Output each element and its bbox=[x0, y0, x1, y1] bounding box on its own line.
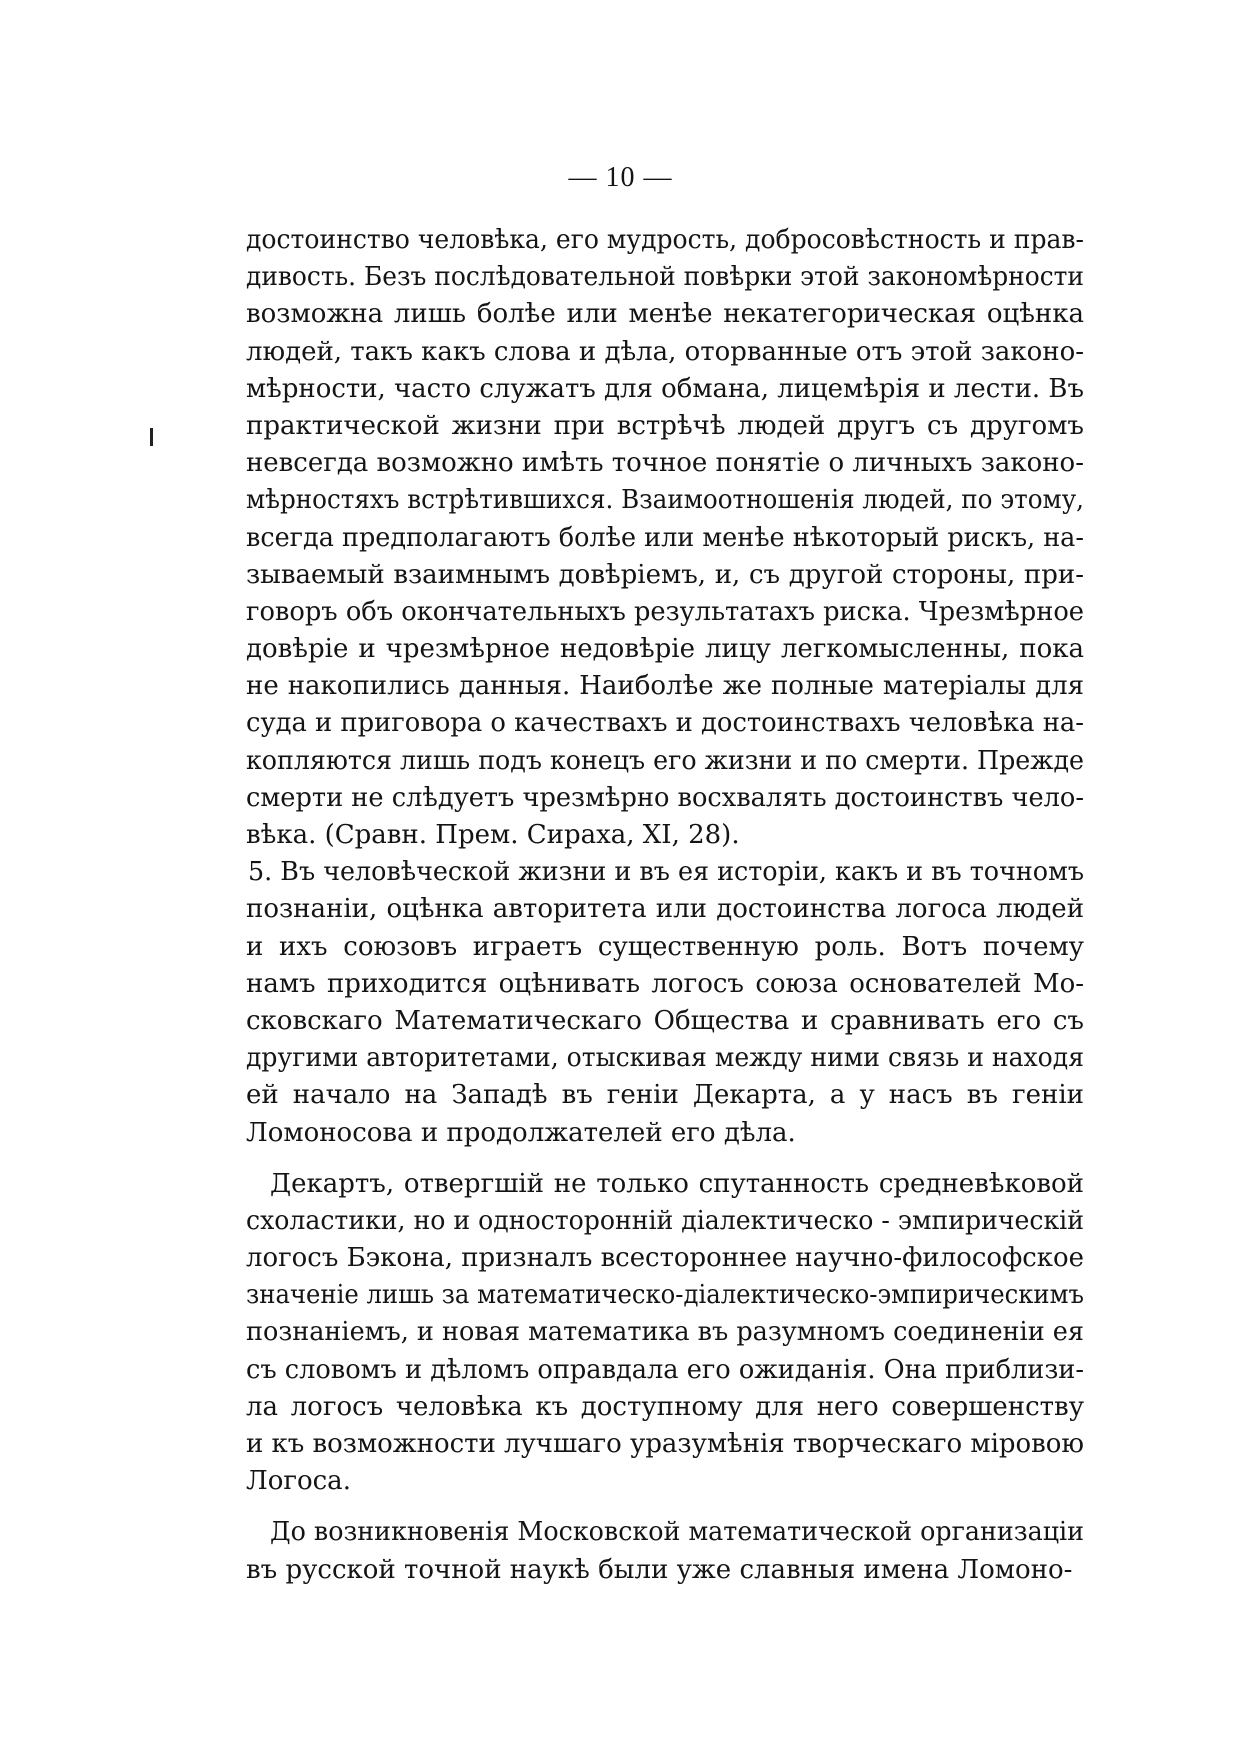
text-line: До возникновенія Московской математической организаціи bbox=[270, 1517, 1084, 1548]
page-number: — 10 — bbox=[568, 162, 673, 193]
text-line: схоластики, но и односторонній діалектическо - эмпирическій bbox=[246, 1205, 1084, 1236]
text-line: мѣрности, часто служатъ для обмана, лицемѣрія и лести. Въ bbox=[246, 373, 1084, 404]
text-line: познаніи, оцѣнка авторитета или достоинства логоса людей bbox=[246, 894, 1084, 925]
paragraph-1 bbox=[246, 222, 1084, 854]
text-line: Декартъ, отвергшій не только спутанность средневѣковой bbox=[270, 1168, 1084, 1199]
text-line: намъ приходится оцѣнивать логосъ союза основателей Мо- bbox=[246, 968, 1084, 999]
text-line: съ словомъ и дѣломъ оправдала его ожиданія. Она приблизи- bbox=[246, 1354, 1084, 1385]
text-line: и къ возможности лучшаго уразумѣнія творческаго міровою bbox=[246, 1429, 1084, 1459]
text-line: Ломоносова и продолжателей его дѣла. bbox=[246, 1117, 796, 1148]
text-line: сковскаго Математическаго Общества и сравнивать его съ bbox=[246, 1005, 1084, 1036]
paragraph-2 bbox=[246, 854, 1084, 1152]
text-line: ла логосъ человѣка къ доступному для него совершенству bbox=[246, 1391, 1084, 1422]
paragraph-gap bbox=[246, 1152, 1084, 1166]
text-line: ей начало на Западѣ въ геніи Декарта, а у насъ въ геніи bbox=[246, 1080, 1084, 1111]
text-line: довѣріе и чрезмѣрное недовѣріе лицу легкомысленны, пока bbox=[246, 634, 1084, 665]
text-line: говоръ объ окончательныхъ результатахъ риска. Чрезмѣрное bbox=[246, 596, 1084, 627]
text-line: Логоса. bbox=[246, 1466, 351, 1497]
text-line: и ихъ союзовъ играетъ существенную роль. Вотъ почему bbox=[246, 931, 1084, 962]
text-line: другими авторитетами, отыскивая между ними связь и находя bbox=[246, 1043, 1084, 1074]
text-line: мѣрностяхъ встрѣтившихся. Взаимоотношенія людей, по этому, bbox=[246, 485, 1084, 516]
paragraph-4 bbox=[246, 1514, 1084, 1588]
margin-mark bbox=[150, 428, 153, 446]
text-line: практической жизни при встрѣчѣ людей другъ съ другомъ bbox=[246, 410, 1084, 441]
text-line: копляются лишь подъ конецъ его жизни и по смерти. Прежде bbox=[246, 745, 1084, 776]
text-line: невсегда возможно имѣть точное понятіе о личныхъ законо- bbox=[246, 448, 1084, 479]
text-line: познаніемъ, и новая математика въ разумномъ соединеніи ея bbox=[246, 1317, 1084, 1348]
text-line: логосъ Бэкона, призналъ всестороннее научно-философское bbox=[246, 1243, 1084, 1274]
text-line: возможна лишь болѣе или менѣе некатегорическая оцѣнка bbox=[246, 299, 1084, 330]
text-line: людей, такъ какъ слова и дѣла, оторванные отъ этой законо- bbox=[246, 336, 1084, 367]
text-line: зываемый взаимнымъ довѣріемъ, и, съ другой стороны, при- bbox=[246, 559, 1084, 590]
body-text bbox=[246, 222, 1084, 1589]
text-line: не накопились данныя. Наиболѣе же полные матеріалы для bbox=[246, 671, 1084, 702]
text-line: суда и приговора о качествахъ и достоинствахъ человѣка на- bbox=[246, 708, 1084, 739]
text-line: 5. Въ человѣческой жизни и въ ея исторіи, какъ и въ точномъ bbox=[248, 857, 1084, 888]
text-line: всегда предполагаютъ болѣе или менѣе нѣкоторый рискъ, на- bbox=[246, 522, 1084, 553]
text-line: значеніе лишь за математическо-діалектическо-эмпирическимъ bbox=[246, 1280, 1084, 1311]
text-line: достоинство человѣка, его мудрость, добросовѣстность и прав- bbox=[246, 225, 1084, 255]
text-line: въ русской точной наукѣ были уже славныя имена Ломоно- bbox=[246, 1554, 1073, 1585]
paragraph-3 bbox=[246, 1166, 1084, 1501]
paragraph-gap bbox=[246, 1500, 1084, 1514]
text-line: дивость. Безъ послѣдовательной повѣрки этой закономѣрности bbox=[246, 262, 1084, 293]
text-line: вѣка. (Сравн. Прем. Сираха, XI, 28). bbox=[246, 820, 740, 850]
text-line: смерти не слѣдуетъ чрезмѣрно восхвалять достоинствъ чело- bbox=[246, 782, 1084, 813]
